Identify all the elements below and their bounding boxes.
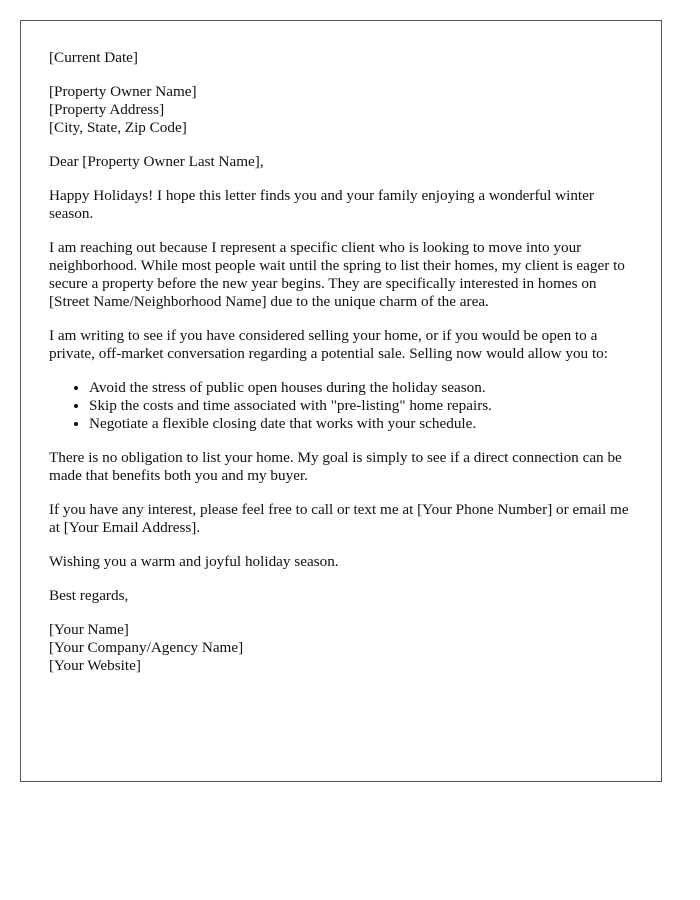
- letter-page: [20, 20, 662, 782]
- signature-company: [Your Company/Agency Name]: [49, 639, 244, 656]
- signature-website: [Your Website]: [49, 657, 141, 674]
- letter-date: [Current Date]: [49, 49, 138, 66]
- recipient-address: [Property Address]: [49, 101, 165, 118]
- recipient-name: [Property Owner Name]: [49, 83, 197, 100]
- signature-block: [49, 621, 633, 675]
- body-paragraph-client: I am reaching out because I represent a specific client who is looking to move into your neighborhood. While most people wait until the spring to list their homes, my client is eager to secure a property before the new year begins. They are specifically interested in homes on [Street Name/Neighborhood Name] due to the unique charm of the area.: [49, 239, 625, 310]
- recipient-address-block: [49, 83, 633, 137]
- body-paragraph-contact: If you have any interest, please feel free to call or text me at [Your Phone Number] or email me at [Your Email Address].: [49, 501, 629, 536]
- salutation: Dear [Property Owner Last Name],: [49, 153, 264, 170]
- body-paragraph-wishes: Wishing you a warm and joyful holiday season.: [49, 553, 339, 570]
- list-item: • Skip the costs and time associated with "pre-listing" home repairs.: [89, 397, 633, 415]
- list-item: • Avoid the stress of public open houses during the holiday season.: [89, 379, 633, 397]
- body-paragraph-offer: I am writing to see if you have considered selling your home, or if you would be open to a private, off-market conversation regarding a potential sale. Selling now would allow you to:: [49, 327, 608, 362]
- signature-name: [Your Name]: [49, 621, 129, 638]
- body-paragraph-no-obligation: There is no obligation to list your home. My goal is simply to see if a direct connection can be made that benefits both you and my buyer.: [49, 449, 622, 484]
- recipient-city-state-zip: [City, State, Zip Code]: [49, 119, 187, 136]
- signoff: Best regards,: [49, 587, 129, 604]
- list-item: • Negotiate a flexible closing date that works with your schedule.: [89, 415, 633, 433]
- benefits-list: [49, 379, 633, 433]
- body-paragraph-greeting: Happy Holidays! I hope this letter finds you and your family enjoying a wonderful winter season.: [49, 187, 594, 222]
